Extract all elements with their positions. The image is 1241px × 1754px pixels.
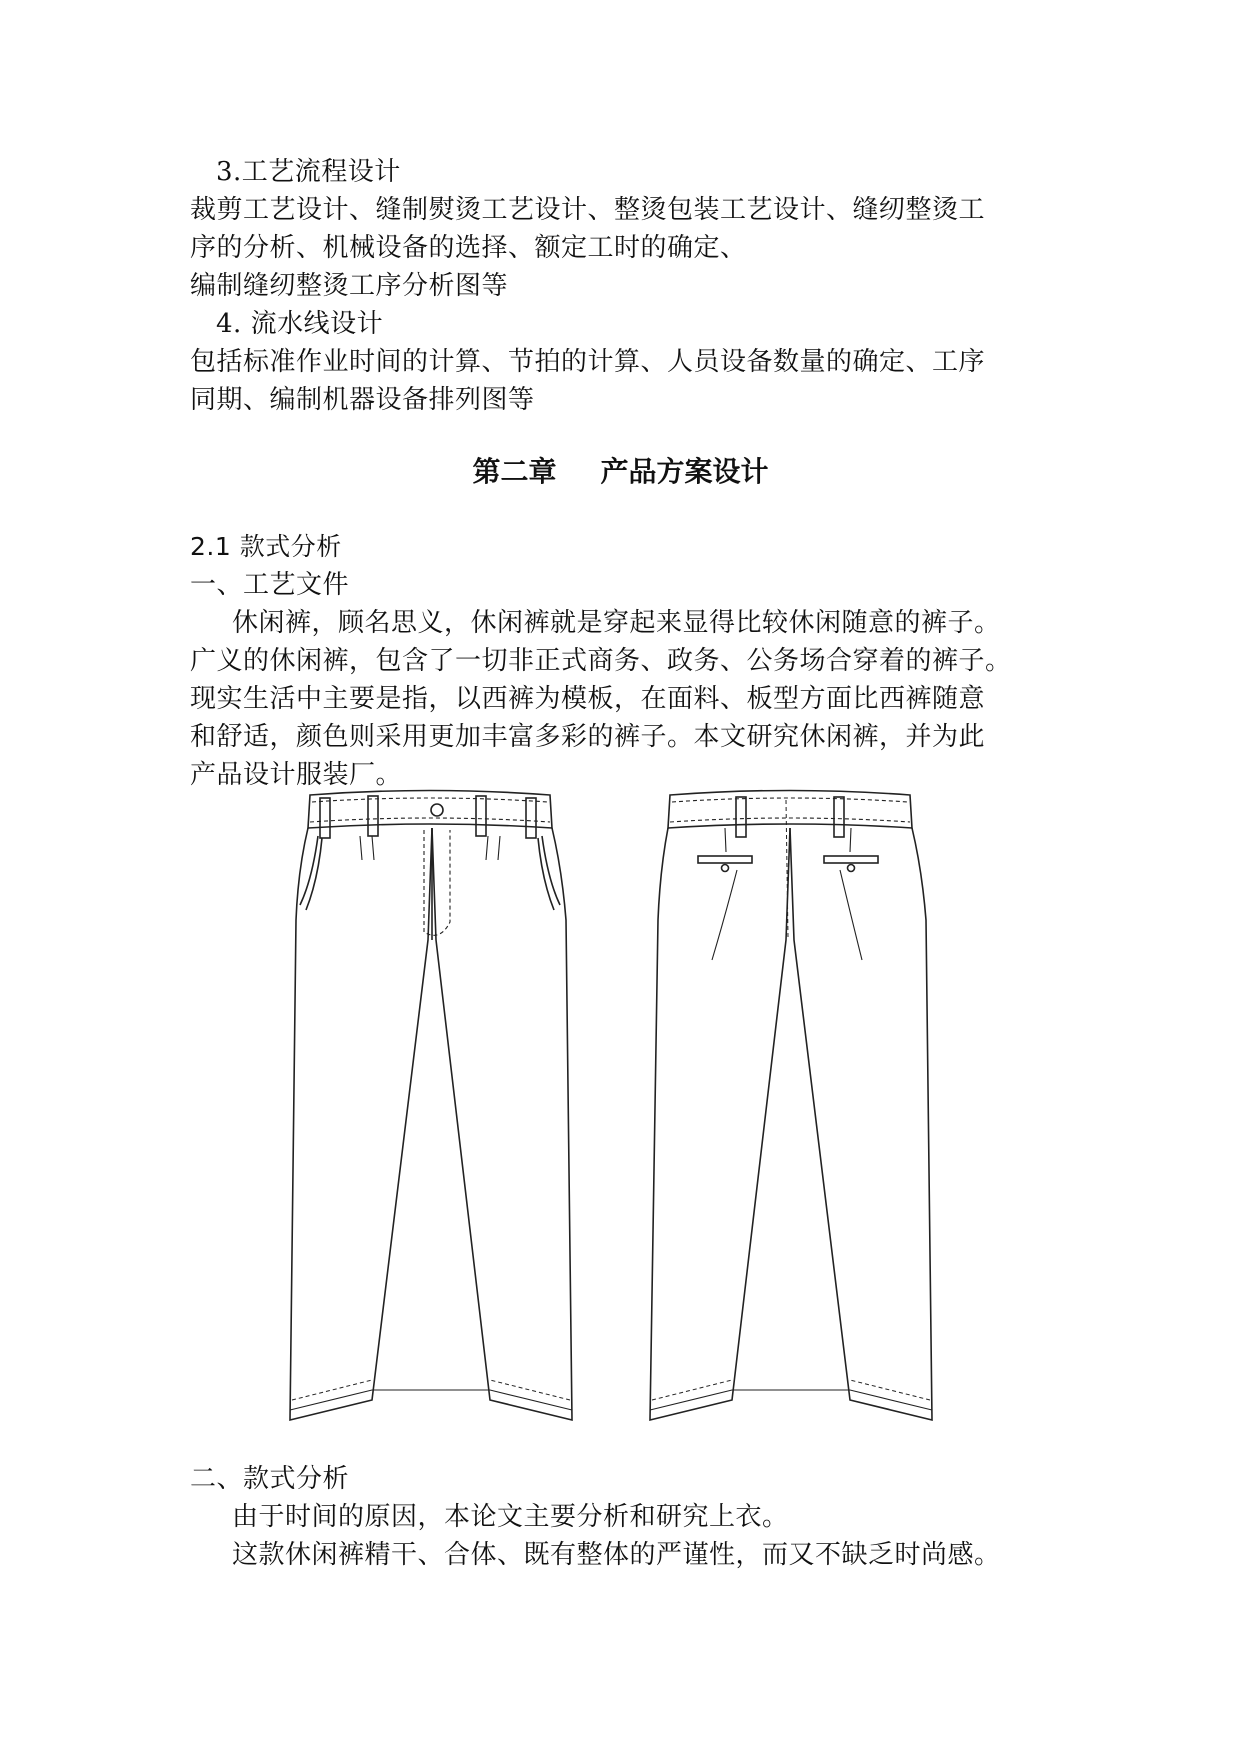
section4-line-1: 包括标准作业时间的计算、节拍的计算、人员设备数量的确定、工序 <box>190 347 986 377</box>
para-line-3: 现实生活中主要是指，以西裤为模板，在面料、板型方面比西裤随意 <box>190 684 986 714</box>
para-line-4: 和舒适，颜色则采用更加丰富多彩的裤子。本文研究休闲裤，并为此 <box>190 722 986 752</box>
subsection-style-analysis: 二、款式分析 <box>190 1464 350 1494</box>
section4-heading: 4. 流水线设计 <box>216 309 384 339</box>
section3-line-1: 裁剪工艺设计、缝制熨烫工艺设计、整烫包装工艺设计、缝纫整烫工 <box>190 195 986 225</box>
chapter-name: 产品方案设计 <box>600 455 769 488</box>
para-line-1: 休闲裤，顾名思义，休闲裤就是穿起来显得比较休闲随意的裤子。 <box>232 608 1001 638</box>
trousers-back-view <box>650 791 932 1421</box>
section21-heading: 2.1 款式分析 <box>190 532 342 561</box>
section3-line-3: 编制缝纫整烫工序分析图等 <box>190 271 509 301</box>
section4-line-2: 同期、编制机器设备排列图等 <box>190 385 535 415</box>
para-line-5: 产品设计服装厂。 <box>190 760 403 790</box>
para2-line-1: 由于时间的原因，本论文主要分析和研究上衣。 <box>232 1502 789 1532</box>
section3-line-2: 序的分析、机械设备的选择、额定工时的确定、 <box>190 233 747 263</box>
trousers-front-view <box>290 791 572 1421</box>
chapter-number: 第二章 <box>472 455 557 488</box>
para2-line-2: 这款休闲裤精干、合体、既有整体的严谨性，而又不缺乏时尚感。 <box>232 1540 1001 1570</box>
para-line-2: 广义的休闲裤，包含了一切非正式商务、政务、公务场合穿着的裤子。 <box>190 646 1012 676</box>
section3-heading: 3.工艺流程设计 <box>216 157 401 187</box>
subsection-process-docs: 一、工艺文件 <box>190 570 350 600</box>
